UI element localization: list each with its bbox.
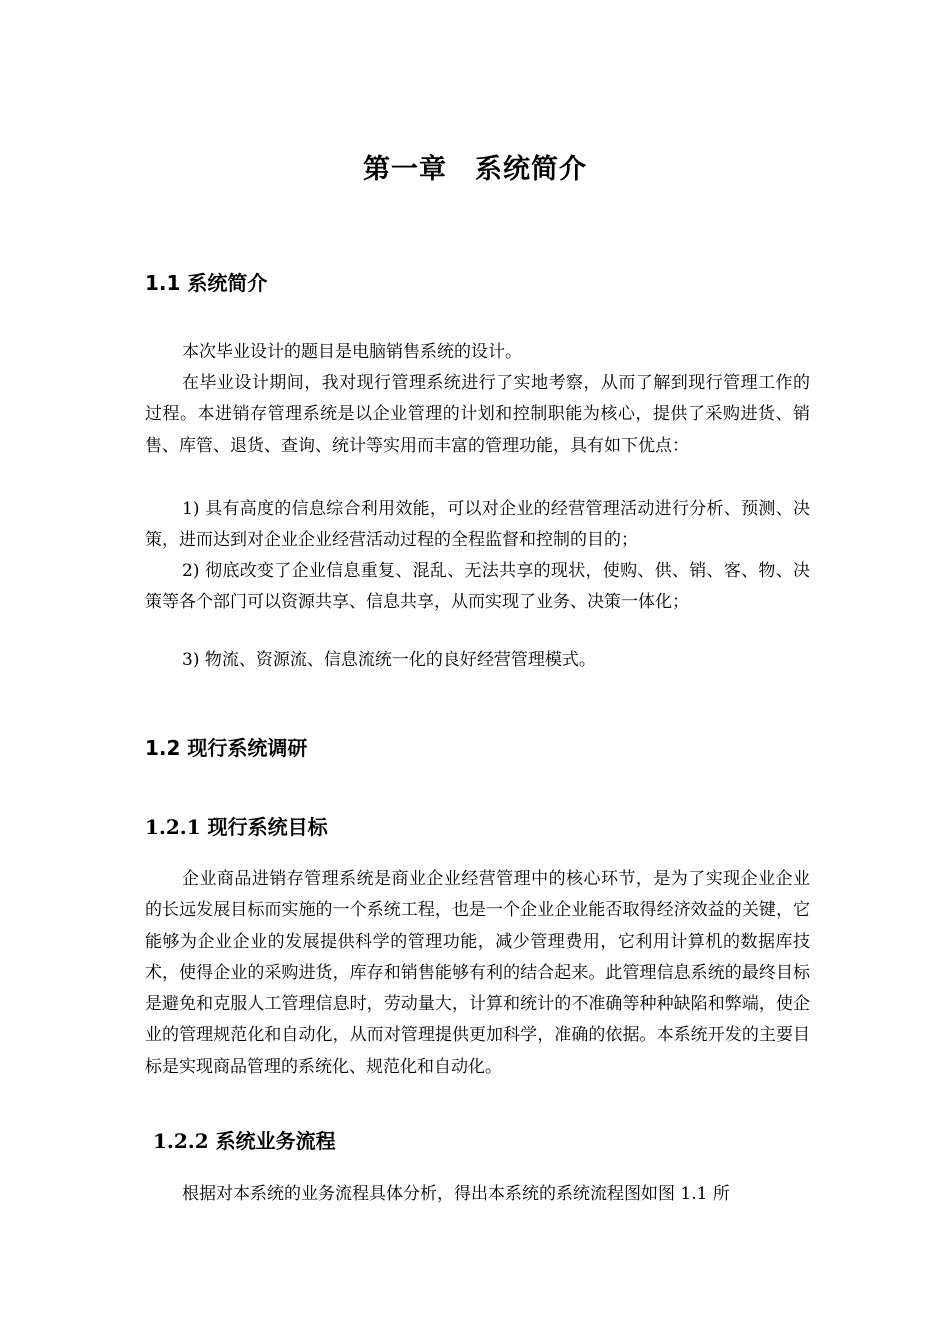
section-heading-1-2: 1.2 现行系统调研 bbox=[145, 736, 308, 760]
paragraph-system-goal: 企业商品进销存管理系统是商业企业经营管理中的核心环节，是为了实现企业企业的长远发展目标而实施的一个系统工程，也是一个企业企业能否取得经济效益的关键，它能够为企业企业的发展提供科学的管理功能，减少管理费用，它利用计算机的数据库技术，使得企业的采购进货，库存和销售能够有利的结合起来。此管理信息系统的最终目标是避免和克服人工管理信息时，劳动量大，计算和统计的不准确等种种缺陷和弊端，使企业的管理规范化和自动化，从而对管理提供更加科学，准确的依据。本系统开发的主要目标是实现商品管理的系统化、规范化和自动化。 bbox=[145, 869, 810, 1077]
chapter-title: 第一章 系统简介 bbox=[363, 154, 587, 185]
paragraph-topic: 本次毕业设计的题目是电脑销售系统的设计。 bbox=[182, 342, 522, 362]
paragraph-advantage-1: 1) 具有高度的信息综合利用效能，可以对企业的经营管理活动进行分析、预测、决策，进而达到对企业企业经营活动过程的全程监督和控制的目的； bbox=[145, 499, 810, 551]
paragraph-investigation: 在毕业设计期间，我对现行管理系统进行了实地考察，从而了解到现行管理工作的过程。本进销存管理系统是以企业管理的计划和控制职能为核心，提供了采购进货、销售、库管、退货、查询、统计等实用而丰富的管理功能，具有如下优点： bbox=[145, 373, 810, 456]
paragraph-business-flow: 根据对本系统的业务流程具体分析，得出本系统的系统流程图如图 1.1 所 bbox=[182, 1184, 730, 1204]
section-heading-1-1: 1.1 系统简介 bbox=[145, 271, 268, 295]
section-heading-1-2-1: 1.2.1 现行系统目标 bbox=[145, 815, 328, 839]
paragraph-advantage-3: 3) 物流、资源流、信息流统一化的良好经营管理模式。 bbox=[182, 650, 596, 670]
section-heading-1-2-2: 1.2.2 系统业务流程 bbox=[153, 1129, 336, 1153]
paragraph-advantage-2: 2) 彻底改变了企业信息重复、混乱、无法共享的现状，使购、供、销、客、物、决策等各个部门可以资源共享、信息共享，从而实现了业务、决策一体化； bbox=[145, 561, 810, 613]
